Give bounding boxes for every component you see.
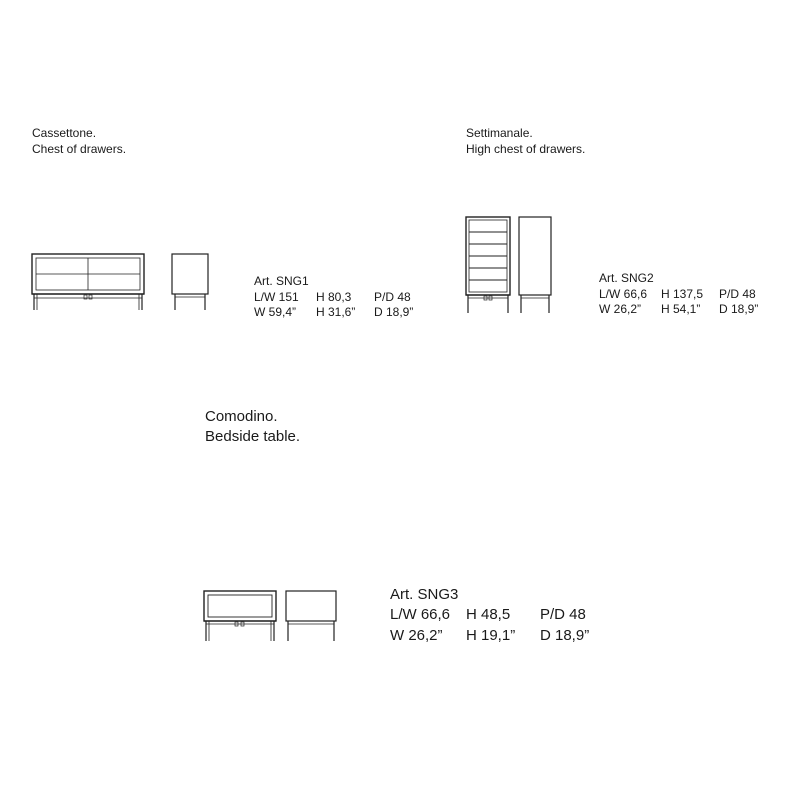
dim-width: L/W 66,6 — [390, 606, 451, 624]
article-code: Art. SNG3 — [390, 586, 459, 603]
dim-height: H 48,5 — [466, 606, 511, 624]
dimensions-table — [254, 290, 413, 321]
spec-block-sng2 — [599, 271, 758, 318]
dim-height: H 137,5 — [661, 286, 704, 301]
bedside-table-side-drawing — [284, 589, 344, 649]
article-code: Art. SNG1 — [254, 274, 309, 288]
high-chest-side-drawing — [517, 215, 557, 325]
high-chest-front-drawing — [464, 215, 514, 325]
product-caption-sng2 — [466, 126, 585, 157]
product-caption-sng3 — [205, 407, 300, 448]
bedside-table-front-drawing — [202, 589, 282, 649]
product-name-english: High chest of drawers. — [466, 141, 586, 156]
dim-depth: P/D 48 — [374, 289, 411, 304]
dim-depth: D 18,9” — [719, 302, 759, 317]
dim-width: W 26,2” — [390, 626, 443, 644]
dim-depth: D 18,9” — [540, 626, 590, 644]
spec-block-sng1 — [254, 274, 413, 321]
dims-imperial-row — [390, 626, 589, 646]
product-name-italian: Settimanale. — [466, 126, 533, 140]
product-name-english: Bedside table. — [205, 428, 301, 446]
dim-depth: P/D 48 — [719, 286, 756, 301]
product-name-italian: Comodino. — [205, 408, 278, 425]
dims-metric-row — [599, 287, 758, 303]
product-name-italian: Cassettone. — [32, 126, 97, 140]
product-name-english: Chest of drawers. — [32, 141, 127, 156]
dim-width: L/W 66,6 — [599, 286, 648, 301]
chest-of-drawers-side-drawing — [170, 252, 220, 312]
dim-height: H 31,6” — [316, 305, 356, 320]
dim-height: H 54,1” — [661, 302, 701, 317]
spec-block-sng3 — [390, 585, 589, 646]
dims-imperial-row — [599, 302, 758, 318]
dim-width: W 26,2” — [599, 302, 642, 317]
chest-of-drawers-front-drawing — [30, 252, 150, 312]
dim-depth: P/D 48 — [540, 606, 586, 624]
product-caption-sng1 — [32, 126, 126, 157]
dim-width: L/W 151 — [254, 289, 299, 304]
dims-imperial-row — [254, 305, 413, 321]
dimensions-table — [390, 605, 589, 646]
dims-metric-row — [254, 290, 413, 306]
dimensions-table — [599, 287, 758, 318]
dim-height: H 19,1” — [466, 626, 516, 644]
dim-height: H 80,3 — [316, 289, 352, 304]
dim-width: W 59,4” — [254, 305, 297, 320]
article-code: Art. SNG2 — [599, 271, 654, 285]
dim-depth: D 18,9” — [374, 305, 414, 320]
dims-metric-row — [390, 605, 589, 625]
